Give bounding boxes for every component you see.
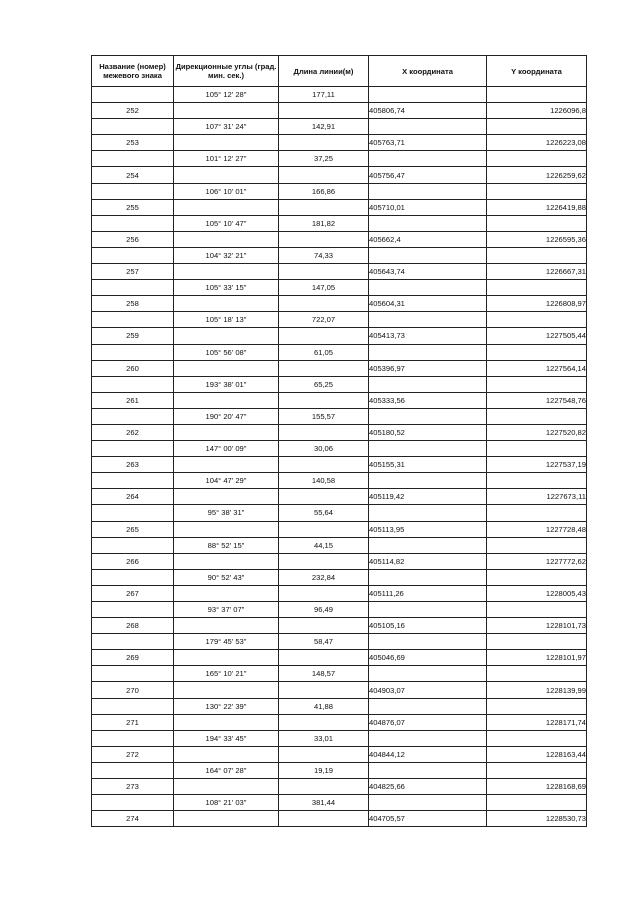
x-coordinate-cell: 405119,42 (369, 489, 487, 505)
point-name-cell: 272 (92, 746, 174, 762)
point-name-cell: 260 (92, 360, 174, 376)
length-cell: 61,05 (279, 344, 369, 360)
name-cell (92, 505, 174, 521)
x-coordinate-cell (369, 280, 487, 296)
table-row (92, 312, 587, 328)
y-coordinate-cell (487, 215, 587, 231)
length-cell (279, 296, 369, 312)
x-coordinate-cell: 405180,52 (369, 424, 487, 440)
length-cell: 58,47 (279, 634, 369, 650)
length-cell (279, 779, 369, 795)
x-coordinate-cell (369, 537, 487, 553)
table-row (92, 746, 587, 762)
x-coordinate-cell: 404876,07 (369, 714, 487, 730)
name-cell (92, 87, 174, 103)
table-row (92, 521, 587, 537)
boundary-coordinates-table (91, 55, 587, 827)
table-row (92, 730, 587, 746)
y-coordinate-cell (487, 280, 587, 296)
name-cell (92, 280, 174, 296)
angle-cell (174, 585, 279, 601)
table-row (92, 537, 587, 553)
y-coordinate-cell: 1228163,44 (487, 746, 587, 762)
angle-cell: 93° 37' 07" (174, 602, 279, 618)
y-coordinate-cell (487, 666, 587, 682)
angle-cell: 130° 22' 39" (174, 698, 279, 714)
name-cell (92, 408, 174, 424)
table-row (92, 215, 587, 231)
table-row (92, 183, 587, 199)
angle-cell: 95° 38' 31" (174, 505, 279, 521)
length-cell: 147,05 (279, 280, 369, 296)
x-coordinate-cell: 404705,57 (369, 811, 487, 827)
table-row (92, 505, 587, 521)
table-row (92, 762, 587, 778)
x-coordinate-cell: 404844,12 (369, 746, 487, 762)
y-cell (487, 87, 587, 103)
y-coordinate-cell (487, 376, 587, 392)
name-cell (92, 698, 174, 714)
y-coordinate-cell (487, 312, 587, 328)
header-name: Название (номер) межевого знака (92, 56, 174, 87)
x-coordinate-cell: 405756,47 (369, 167, 487, 183)
angle-cell: 104° 32' 21" (174, 247, 279, 263)
x-coordinate-cell (369, 569, 487, 585)
x-coordinate-cell: 405105,16 (369, 618, 487, 634)
length-cell (279, 231, 369, 247)
length-cell: 166,86 (279, 183, 369, 199)
y-coordinate-cell (487, 183, 587, 199)
length-cell (279, 424, 369, 440)
table-row (92, 231, 587, 247)
x-coordinate-cell (369, 151, 487, 167)
y-coordinate-cell (487, 730, 587, 746)
angle-cell: 101° 12' 27" (174, 151, 279, 167)
angle-cell: 90° 52' 43" (174, 569, 279, 585)
angle-cell: 108° 21' 03" (174, 795, 279, 811)
y-coordinate-cell: 1227772,62 (487, 553, 587, 569)
angle-cell (174, 618, 279, 634)
length-cell (279, 167, 369, 183)
y-coordinate-cell (487, 505, 587, 521)
angle-cell (174, 779, 279, 795)
length-cell (279, 521, 369, 537)
x-coordinate-cell: 405413,73 (369, 328, 487, 344)
table-row (92, 119, 587, 135)
x-coordinate-cell: 405113,95 (369, 521, 487, 537)
x-coordinate-cell (369, 666, 487, 682)
point-name-cell: 258 (92, 296, 174, 312)
x-coordinate-cell (369, 634, 487, 650)
name-cell (92, 537, 174, 553)
header-angle: Дирекционные углы (град. мин. сек.) (174, 56, 279, 87)
length-cell: 96,49 (279, 602, 369, 618)
table-row (92, 199, 587, 215)
table-row (92, 103, 587, 119)
header-length: Длина линии(м) (279, 56, 369, 87)
table-row (92, 569, 587, 585)
y-coordinate-cell (487, 408, 587, 424)
y-coordinate-cell: 1228530,73 (487, 811, 587, 827)
y-coordinate-cell: 1227564,14 (487, 360, 587, 376)
length-cell: 722,07 (279, 312, 369, 328)
y-coordinate-cell: 1228101,97 (487, 650, 587, 666)
length-cell (279, 811, 369, 827)
length-cell: 142,91 (279, 119, 369, 135)
angle-cell: 106° 10' 01" (174, 183, 279, 199)
x-coordinate-cell (369, 376, 487, 392)
angle-cell (174, 296, 279, 312)
y-coordinate-cell: 1228005,43 (487, 585, 587, 601)
x-coordinate-cell (369, 730, 487, 746)
x-coordinate-cell (369, 505, 487, 521)
point-name-cell: 259 (92, 328, 174, 344)
length-cell: 19,19 (279, 762, 369, 778)
point-name-cell: 262 (92, 424, 174, 440)
point-name-cell: 255 (92, 199, 174, 215)
y-coordinate-cell: 1226595,36 (487, 231, 587, 247)
x-coordinate-cell (369, 119, 487, 135)
x-coordinate-cell: 405710,01 (369, 199, 487, 215)
x-coordinate-cell (369, 698, 487, 714)
table-row (92, 151, 587, 167)
table-row (92, 666, 587, 682)
table-row (92, 634, 587, 650)
table-row (92, 489, 587, 505)
y-coordinate-cell: 1226259,62 (487, 167, 587, 183)
angle-cell: 105° 12' 28" (174, 87, 279, 103)
point-name-cell: 261 (92, 392, 174, 408)
y-coordinate-cell: 1226419,88 (487, 199, 587, 215)
x-coordinate-cell (369, 215, 487, 231)
angle-cell (174, 521, 279, 537)
length-cell (279, 328, 369, 344)
angle-cell (174, 811, 279, 827)
x-coordinate-cell: 405333,56 (369, 392, 487, 408)
length-cell: 44,15 (279, 537, 369, 553)
name-cell (92, 215, 174, 231)
x-coordinate-cell (369, 312, 487, 328)
point-name-cell: 252 (92, 103, 174, 119)
y-coordinate-cell (487, 634, 587, 650)
point-name-cell: 274 (92, 811, 174, 827)
angle-cell (174, 231, 279, 247)
angle-cell: 190° 20' 47" (174, 408, 279, 424)
point-name-cell: 269 (92, 650, 174, 666)
y-coordinate-cell: 1228171,74 (487, 714, 587, 730)
angle-cell (174, 264, 279, 280)
name-cell (92, 441, 174, 457)
table-row (92, 553, 587, 569)
name-cell (92, 569, 174, 585)
y-coordinate-cell (487, 795, 587, 811)
table-row (92, 392, 587, 408)
angle-cell (174, 424, 279, 440)
angle-cell: 88° 52' 15" (174, 537, 279, 553)
point-name-cell: 271 (92, 714, 174, 730)
angle-cell: 105° 18' 13" (174, 312, 279, 328)
table-row (92, 135, 587, 151)
x-coordinate-cell (369, 473, 487, 489)
length-cell (279, 103, 369, 119)
length-cell: 232,84 (279, 569, 369, 585)
y-coordinate-cell: 1227728,48 (487, 521, 587, 537)
length-cell: 148,57 (279, 666, 369, 682)
y-coordinate-cell: 1226667,31 (487, 264, 587, 280)
y-coordinate-cell: 1227548,76 (487, 392, 587, 408)
angle-cell: 164° 07' 28" (174, 762, 279, 778)
table-row (92, 424, 587, 440)
y-coordinate-cell (487, 344, 587, 360)
x-coordinate-cell (369, 344, 487, 360)
y-coordinate-cell (487, 151, 587, 167)
name-cell (92, 344, 174, 360)
table-row (92, 682, 587, 698)
x-cell (369, 87, 487, 103)
name-cell (92, 602, 174, 618)
name-cell (92, 795, 174, 811)
table-row (92, 280, 587, 296)
length-cell (279, 746, 369, 762)
table-row (92, 328, 587, 344)
angle-cell: 105° 10' 47" (174, 215, 279, 231)
length-cell: 41,88 (279, 698, 369, 714)
table-row (92, 585, 587, 601)
point-name-cell: 253 (92, 135, 174, 151)
y-coordinate-cell (487, 537, 587, 553)
x-coordinate-cell: 405604,31 (369, 296, 487, 312)
y-coordinate-cell: 1226096,8 (487, 103, 587, 119)
x-coordinate-cell: 405155,31 (369, 457, 487, 473)
point-name-cell: 263 (92, 457, 174, 473)
angle-cell (174, 392, 279, 408)
angle-cell (174, 682, 279, 698)
x-coordinate-cell (369, 183, 487, 199)
point-name-cell: 265 (92, 521, 174, 537)
table-row (92, 264, 587, 280)
name-cell (92, 762, 174, 778)
table-row (92, 811, 587, 827)
length-cell (279, 264, 369, 280)
name-cell (92, 376, 174, 392)
length-cell (279, 618, 369, 634)
length-cell (279, 392, 369, 408)
table-row (92, 296, 587, 312)
y-coordinate-cell: 1227673,11 (487, 489, 587, 505)
point-name-cell: 267 (92, 585, 174, 601)
angle-cell (174, 553, 279, 569)
table-row (92, 167, 587, 183)
x-coordinate-cell: 404825,66 (369, 779, 487, 795)
length-cell: 181,82 (279, 215, 369, 231)
point-name-cell: 256 (92, 231, 174, 247)
table-row (92, 779, 587, 795)
x-coordinate-cell: 405111,26 (369, 585, 487, 601)
angle-cell (174, 714, 279, 730)
y-coordinate-cell (487, 762, 587, 778)
table-row (92, 714, 587, 730)
y-coordinate-cell (487, 473, 587, 489)
length-cell: 65,25 (279, 376, 369, 392)
x-coordinate-cell: 405396,97 (369, 360, 487, 376)
point-name-cell: 266 (92, 553, 174, 569)
table-row (92, 441, 587, 457)
length-cell: 140,58 (279, 473, 369, 489)
y-coordinate-cell: 1226223,08 (487, 135, 587, 151)
length-cell (279, 457, 369, 473)
x-coordinate-cell: 405806,74 (369, 103, 487, 119)
y-coordinate-cell (487, 119, 587, 135)
x-coordinate-cell (369, 795, 487, 811)
x-coordinate-cell (369, 602, 487, 618)
x-coordinate-cell (369, 247, 487, 263)
point-name-cell: 273 (92, 779, 174, 795)
name-cell (92, 473, 174, 489)
header-y: Y координата (487, 56, 587, 87)
table-row (92, 87, 587, 103)
x-coordinate-cell: 405643,74 (369, 264, 487, 280)
length-cell: 74,33 (279, 247, 369, 263)
x-coordinate-cell (369, 762, 487, 778)
x-coordinate-cell: 405662,4 (369, 231, 487, 247)
y-coordinate-cell: 1228139,99 (487, 682, 587, 698)
length-cell (279, 650, 369, 666)
y-coordinate-cell: 1228168,69 (487, 779, 587, 795)
table-row (92, 408, 587, 424)
angle-cell: 147° 00' 09" (174, 441, 279, 457)
point-name-cell: 264 (92, 489, 174, 505)
length-cell (279, 489, 369, 505)
angle-cell (174, 199, 279, 215)
y-coordinate-cell (487, 602, 587, 618)
table-row (92, 698, 587, 714)
length-cell (279, 553, 369, 569)
point-name-cell: 254 (92, 167, 174, 183)
name-cell (92, 247, 174, 263)
length-cell: 155,57 (279, 408, 369, 424)
table-row (92, 618, 587, 634)
name-cell (92, 312, 174, 328)
length-cell (279, 360, 369, 376)
header-x: X координата (369, 56, 487, 87)
table-row (92, 650, 587, 666)
angle-cell (174, 650, 279, 666)
y-coordinate-cell: 1228101,73 (487, 618, 587, 634)
x-coordinate-cell (369, 408, 487, 424)
name-cell (92, 151, 174, 167)
angle-cell: 165° 10' 21" (174, 666, 279, 682)
angle-cell: 179° 45' 53" (174, 634, 279, 650)
angle-cell: 105° 56' 08" (174, 344, 279, 360)
table-row (92, 795, 587, 811)
table-row (92, 376, 587, 392)
table-row (92, 360, 587, 376)
x-coordinate-cell (369, 441, 487, 457)
table-header-row (92, 56, 587, 87)
point-name-cell: 270 (92, 682, 174, 698)
angle-cell: 107° 31' 24" (174, 119, 279, 135)
x-coordinate-cell: 405763,71 (369, 135, 487, 151)
angle-cell (174, 135, 279, 151)
length-cell: 37,25 (279, 151, 369, 167)
angle-cell: 104° 47' 29" (174, 473, 279, 489)
y-coordinate-cell: 1227505,44 (487, 328, 587, 344)
angle-cell: 194° 33' 45" (174, 730, 279, 746)
y-coordinate-cell (487, 698, 587, 714)
y-coordinate-cell (487, 569, 587, 585)
name-cell (92, 666, 174, 682)
table-row (92, 602, 587, 618)
length-cell (279, 135, 369, 151)
name-cell (92, 730, 174, 746)
length-cell (279, 682, 369, 698)
angle-cell: 105° 33' 15" (174, 280, 279, 296)
table-row (92, 457, 587, 473)
angle-cell (174, 457, 279, 473)
length-cell: 33,01 (279, 730, 369, 746)
point-name-cell: 268 (92, 618, 174, 634)
table-row (92, 473, 587, 489)
x-coordinate-cell: 404903,07 (369, 682, 487, 698)
x-coordinate-cell: 405046,69 (369, 650, 487, 666)
table-row (92, 247, 587, 263)
angle-cell (174, 103, 279, 119)
y-coordinate-cell (487, 247, 587, 263)
length-cell: 55,64 (279, 505, 369, 521)
name-cell (92, 119, 174, 135)
point-name-cell: 257 (92, 264, 174, 280)
length-cell (279, 585, 369, 601)
length-cell: 381,44 (279, 795, 369, 811)
length-cell: 177,11 (279, 87, 369, 103)
angle-cell (174, 328, 279, 344)
angle-cell (174, 167, 279, 183)
length-cell (279, 199, 369, 215)
angle-cell (174, 489, 279, 505)
y-coordinate-cell: 1227537,19 (487, 457, 587, 473)
name-cell (92, 183, 174, 199)
y-coordinate-cell: 1227520,82 (487, 424, 587, 440)
x-coordinate-cell: 405114,82 (369, 553, 487, 569)
length-cell (279, 714, 369, 730)
angle-cell (174, 360, 279, 376)
y-coordinate-cell: 1226808,97 (487, 296, 587, 312)
table-body (92, 87, 587, 827)
angle-cell: 193° 38' 01" (174, 376, 279, 392)
name-cell (92, 634, 174, 650)
length-cell: 30,06 (279, 441, 369, 457)
angle-cell (174, 746, 279, 762)
table-row (92, 344, 587, 360)
y-coordinate-cell (487, 441, 587, 457)
